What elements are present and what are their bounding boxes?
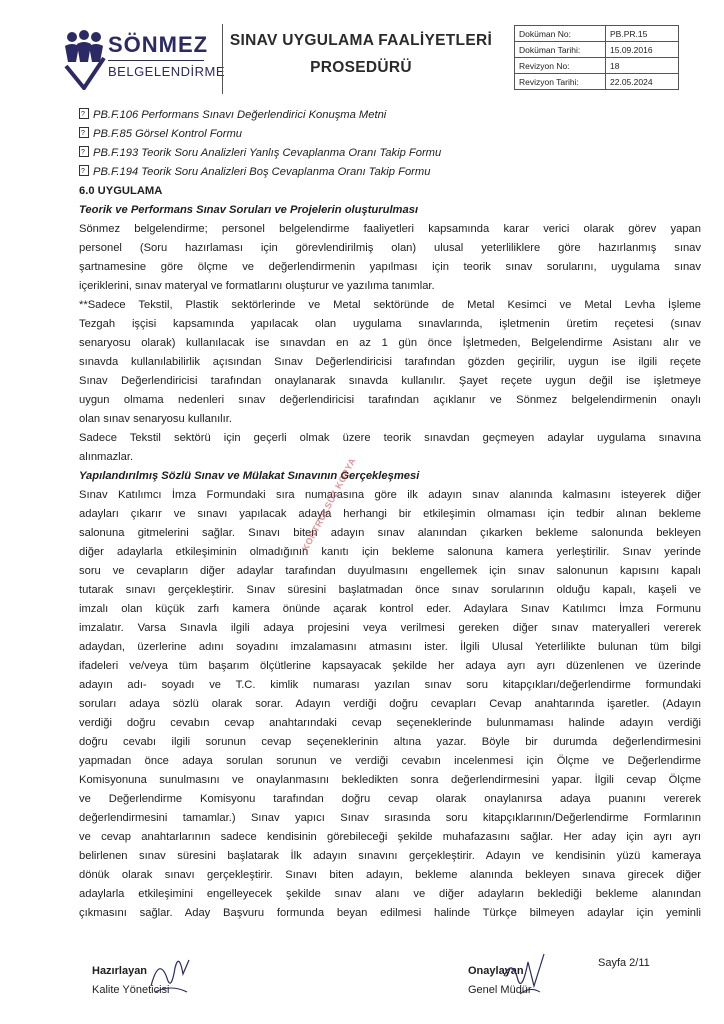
meta-row [515, 74, 679, 90]
reference-item: ?PB.F.193 Teorik Soru Analizleri Yanlış Cevaplanma Oranı Takip Formu [79, 144, 701, 163]
meta-value: PB.PR.15 [606, 26, 679, 42]
meta-key: Doküman No: [515, 26, 606, 42]
company-logo [62, 24, 226, 94]
paragraph-2 [79, 296, 701, 429]
paragraph-line: olan sınav senaryosu kullanılır. [79, 413, 232, 425]
paragraph-line: adaylarla etkileşimini engelleyecek şekilde sınav alanı ve diğer adayların beklediği bekleme alanından [79, 888, 701, 900]
paragraph-line: yapmadan önce adaya sorulan sorunun ve verdiği cevabın incelenmesi için Ölçme ve Değerlendirme [79, 755, 701, 767]
subheading-sozlu-sinav: Yapılandırılmış Sözlü Sınav ve Mülakat Sınavının Gerçekleşmesi [79, 470, 420, 482]
paragraph-line: soru ve cevapların diğer adaylar tarafından duyulmasını engellemek için sınav salonunun kapısını kapalı [79, 565, 701, 577]
paragraph-line: ve cevap anahtarlarının sadece kendisinin görebileceği şekilde muhafazasını sağlar. Her aday için ayrı ayrı [79, 831, 701, 843]
logo-people-icon [62, 28, 106, 90]
reference-item: ?PB.F.106 Performans Sınavı Değerlendirici Konuşma Metni [79, 106, 701, 125]
paragraph-line: belirlenen sınav süresini başlatarak İlk adayın sınavını gerçekleştirir. Adayın ve kendisinin yüzü kameraya [79, 850, 701, 862]
meta-row [515, 58, 679, 74]
paragraph-line: Sadece Tekstil sektörü için geçerli olmak üzere teorik sınavdan geçmeyen adaylar uygulama sınavına [79, 432, 701, 444]
paragraph-line: adayları çıkarır ve sınavı yapılacak adayla herhangi bir etkileşimin olmaması için tedbir alınan bekleme [79, 508, 701, 520]
uncontrolled-copy-stamp: KONTROLSÜZ KOPYA [300, 456, 358, 553]
paragraph-line: değerlendirmesini tamamlar.) Sınav yapıcı Sınav sırasında soru kitapçıklarının/Değerlendirme Formlarının [79, 812, 701, 824]
document-meta-table [514, 25, 679, 90]
subheading-teorik: Teorik ve Performans Sınav Soruları ve Projelerin oluşturulması [79, 204, 419, 216]
paragraph-line: imzalı olan küçük zarfı kamera önünde açarak kontrol eder. Adaylara Sınav Katılımcı İmza Formunu [79, 603, 701, 615]
paragraph-line: alınmazlar. [79, 451, 134, 463]
paragraph-line: doğru cevabı ilgili sorunun cevap seçeneklerinin altına yazar. Böyle bir durumda değerlendirmesini [79, 736, 701, 748]
meta-row [515, 42, 679, 58]
document-title [222, 24, 499, 94]
paragraph-line: **Sadece Tekstil, Plastik sektörlerinde ve Metal sektöründe de Metal Kesimci ve Metal Levha İşleme [79, 299, 701, 311]
checkbox-glyph-icon [79, 146, 89, 157]
meta-value: 15.09.2016 [606, 42, 679, 58]
paragraph-line: diğer adaylarla etkileşiminin olmadığının kanıtı için bekleme salonuna kamera yerleştirilir. Sınav yerinde [79, 546, 701, 558]
paragraph-line: dönük olarak sınavı gerçekleştirir. Sınavı biten adayın, bekleme alanında bekleyen sınava girecek diğer [79, 869, 701, 881]
paragraph-line: soruları adaya sözlü olarak sorar. Adayın verdiği doğru cevapları Cevap anahtarında işaretler. (Adayın [79, 698, 701, 710]
checkbox-glyph-icon [79, 165, 89, 176]
meta-key: Doküman Tarihi: [515, 42, 606, 58]
meta-row [515, 26, 679, 42]
paragraph-line: ve Değerlendirme Komisyonu tarafından doğru cevap olarak onaylanırsa adaya puanını vererek [79, 793, 701, 805]
paragraph-line: senaryosu olarak) kullanılacak ise sınavdan en az 1 gün önce İşletmeden, Belgelendirme Asistanı alır ve [79, 337, 701, 349]
page-number: Sayfa 2/11 [598, 957, 650, 969]
checkbox-glyph-icon [79, 108, 89, 119]
paragraph-line: Tezgah işçisi kapsamında yapılacak olan uygulama sınavlarında, işletmenin üretim reçetesi (sınav [79, 318, 701, 330]
title-line-2: PROSEDÜRÜ [310, 59, 412, 76]
approved-by-label: Onaylayan [468, 965, 524, 977]
approver-signature-icon [500, 946, 550, 1000]
paragraph-line: tutarak sınavı gerçekleştirir. Sınav süresini başlatmadan önce sınav sorularının olduğu kapalı, kaşeli ve [79, 584, 701, 596]
paragraph-line: personel (Soru hazırlaması için görevlendirilmiş olan) ulusal yeterliliklere göre hazırlanmış sınav [79, 242, 701, 254]
paragraph-line: adaydan, üzerlerine adını soyadını imzalamasını atmasını ister. İlgili Ulusal Yeterlilikte bulunan tüm bilgi [79, 641, 701, 653]
checkbox-glyph-icon [79, 127, 89, 138]
section-title: 6.0 UYGULAMA [79, 185, 163, 197]
paragraph-line: adayın adı- soyadı ve T.C. kimlik numarası yazılan sınav soru kitapçıkları/değerlendirme formundaki [79, 679, 701, 691]
prepared-by-label: Hazırlayan [92, 965, 148, 977]
paragraph-line: ifadeleri ve/veya tüm başarım ölçütlerine kapsayacak şekilde her adaya ayrı ayrı düzenlenen ve üzerinde [79, 660, 701, 672]
paragraph-line: şartnamesine göre ölçme ve değerlendirmenin yapılması için teorik sınav sorularını, uygulama sınav [79, 261, 701, 273]
approved-by-role: Genel Müdür [468, 984, 532, 996]
paragraph-line: uygun olmama nedenleri sınav değerlendiricisi tarafından açıklanır ve Sönmez belgelendirmenin onaylı [79, 394, 701, 406]
prepared-by-role: Kalite Yöneticisi [92, 984, 170, 996]
meta-key: Revizyon Tarihi: [515, 74, 606, 90]
title-line-1: SINAV UYGULAMA FAALİYETLERİ [229, 32, 493, 49]
meta-value: 22.05.2024 [606, 74, 679, 90]
paragraph-line: çıkmasını sağlar. Aday Başvuru formunda beyan edilmesi halinde Türkçe bilmeyen adaylar için yeminli [79, 907, 701, 919]
paragraph-line: Sınav Değerlendiricisi tarafından onaylanarak sınavda kullanılır. Şayet reçete uygun değil ise işletmeye [79, 375, 701, 387]
document-header [62, 24, 698, 94]
paragraph-4 [79, 486, 701, 923]
paragraph-3 [79, 429, 701, 467]
paragraph-1 [79, 220, 701, 296]
reference-item: ?PB.F.194 Teorik Soru Analizleri Boş Cevaplanma Oranı Takip Formu [79, 163, 701, 182]
document-body [79, 106, 701, 923]
logo-divider [108, 60, 204, 61]
logo-name: SÖNMEZ [108, 32, 209, 57]
meta-value: 18 [606, 58, 679, 74]
paragraph-line: verdiği doğru cevabın cevap anahtarındaki cevap seçeneklerinde bulunmaması halinde adayın verdiği [79, 717, 701, 729]
paragraph-line: Sınav Katılımcı İmza Formundaki sıra numarasına göre ilk adayın sınav alanında kalmasını isteyerek diğer [79, 489, 701, 501]
paragraph-line: Komisyonuna sunulmasını ve onaylanmasını bekledikten sonra değerlendirmesini yapar. İlgili cevap Ölçme [79, 774, 701, 786]
paragraph-line: imzalatır. Varsa Sınavla ilgili adaya projesini veya verilmesi gereken diğer sınav materyalleri vererek [79, 622, 701, 634]
logo-subtitle: BELGELENDİRME [108, 64, 226, 79]
paragraph-line: içeriklerini, sınav materyal ve formatlarını oluşturur ve yazılıma tanımlar. [79, 280, 435, 292]
preparer-signature-icon [145, 948, 195, 1000]
paragraph-line: sınavda kullanılabilirlik açısından Sınav Değerlendiricisi tarafından gözden geçirilir, uygun ise ilgili reçete [79, 356, 701, 368]
meta-key: Revizyon No: [515, 58, 606, 74]
paragraph-line: Sönmez belgelendirme; personel belgelendirme faaliyetleri kapsamında karar verici olarak görev yapan [79, 223, 701, 235]
paragraph-line: salonuna gitmelerini sağlar. Sınavı biten adayın sınav alanından çıkarken bekleme salonunda bekleyen [79, 527, 701, 539]
reference-item: ?PB.F.85 Görsel Kontrol Formu [79, 125, 701, 144]
